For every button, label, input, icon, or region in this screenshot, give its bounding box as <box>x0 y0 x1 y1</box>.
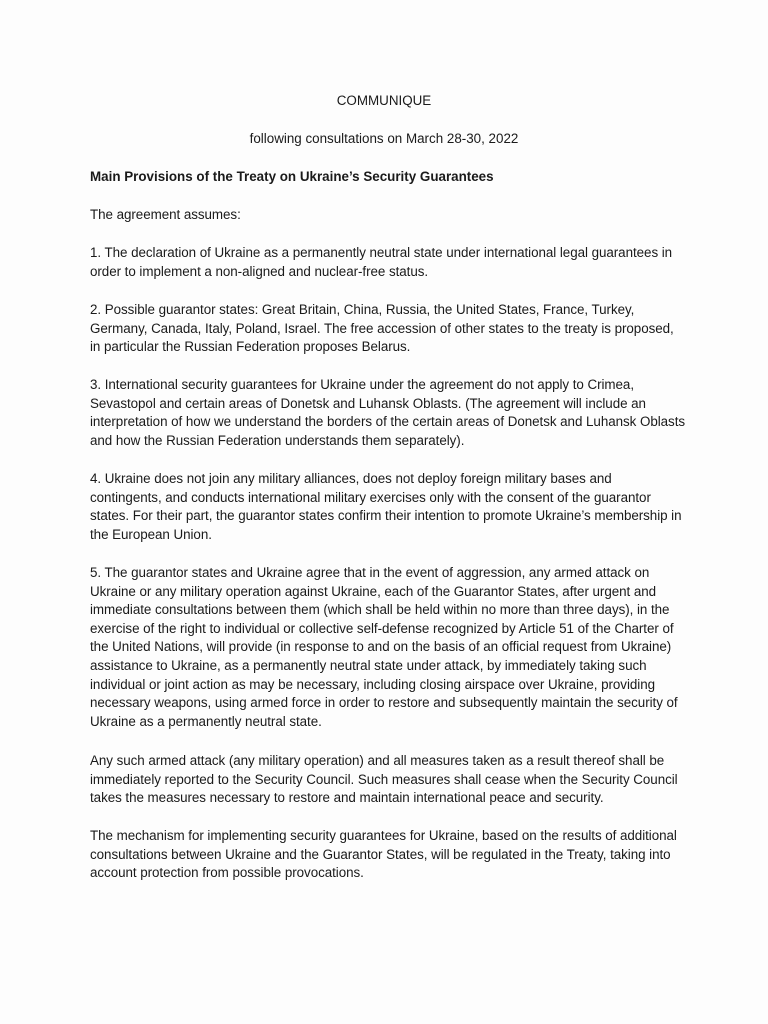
section-heading: Main Provisions of the Treaty on Ukraine’s Security Guarantees <box>90 169 494 184</box>
paragraph-5: 5. The guarantor states and Ukraine agree that in the event of aggression, any armed attack on Ukraine or any military operation against Ukraine, each of the Guarantor States, after urgent and immediate consultations between them (which shall be held within no more than three days), in the exercise of the right to individual or collective self-defense recognized by Article 51 of the Charter of the United Nations, will provide (in response to and on the basis of an official request from Ukraine) assistance to Ukraine, as a permanently neutral state under attack, by immediately taking such individual or joint action as may be necessary, including closing airspace over Ukraine, providing necessary weapons, using armed force in order to restore and subsequently maintain the security of Ukraine as a permanently neutral state. <box>90 565 678 729</box>
paragraph-implementation-mechanism: The mechanism for implementing security guarantees for Ukraine, based on the results of additional consultations between Ukraine and the Guarantor States, will be regulated in the Treaty, taking into account protection from possible provocations. <box>90 828 677 881</box>
paragraph-1: 1. The declaration of Ukraine as a permanently neutral state under international legal guarantees in order to implement a non-aligned and nuclear-free status. <box>90 245 673 279</box>
paragraph-2: 2. Possible guarantor states: Great Britain, China, Russia, the United States, France, Turkey, Germany, Canada, Italy, Poland, Israel. The free accession of other states to the treaty is proposed, in particular the Russian Federation proposes Belarus. <box>90 302 674 355</box>
document-subtitle: following consultations on March 28-30, 2022 <box>249 131 519 146</box>
intro-text: The agreement assumes: <box>90 207 241 222</box>
paragraph-armed-attack-reporting: Any such armed attack (any military operation) and all measures taken as a result thereof shall be immediately reported to the Security Council. Such measures shall cease when the Security Council takes the measures necessary to restore and maintain international peace and security. <box>90 753 678 806</box>
document-title: COMMUNIQUE <box>336 93 432 108</box>
paragraph-4: 4. Ukraine does not join any military alliances, does not deploy foreign military bases and contingents, and conducts international military exercises only with the consent of the guarantor states. For their part, the guarantor states confirm their intention to promote Ukraine’s membership in the European Union. <box>90 471 682 542</box>
paragraph-3: 3. International security guarantees for Ukraine under the agreement do not apply to Crimea, Sevastopol and certain areas of Donetsk and Luhansk Oblasts. (The agreement will include an interpretation of how we understand the borders of the certain areas of Donetsk and Luhansk Oblasts and how the Russian Federation understands them separately). <box>90 377 686 448</box>
